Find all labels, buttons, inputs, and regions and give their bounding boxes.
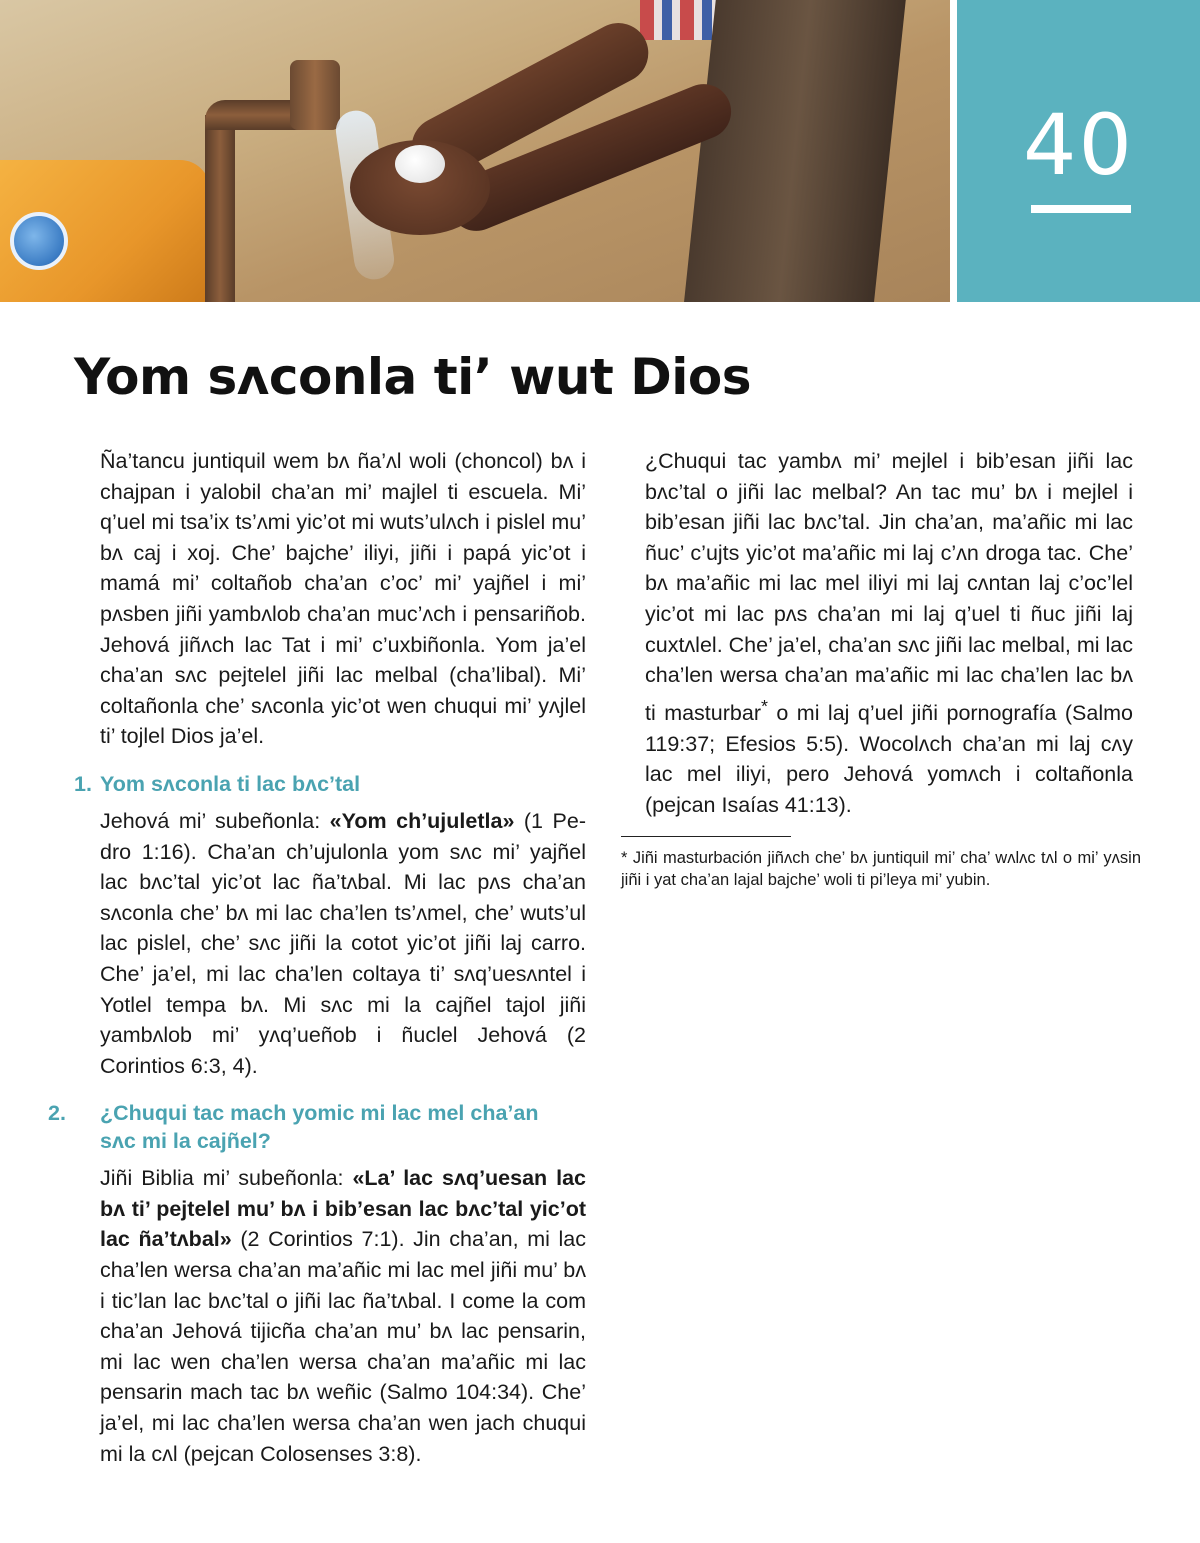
section-heading-1 <box>74 770 586 798</box>
chapter-underline <box>1031 205 1131 213</box>
jerrycan-cap-shape <box>10 212 68 270</box>
text-run: (1 Pedro 1:16). Cha’an ch’ujulonla yom sʌc mi’ yajñel lac bʌc’tal yic’ot lac ña’tʌbal. Mi lac pʌs cha’an sʌconla che’ bʌ mi lac cha’len ts’ʌmel, che’ wuts’ul lac pislel, che’ sʌc jiñi la cotot yic’ot jiñi laj carro. Che’ ja’el, mi lac cha’len coltaya ti’ sʌq’uesʌntel i Yotlel tempa bʌ. Mi sʌc mi la cajñel tajol jiñi yambʌlob mi’ yʌq’ueñob i ñuclel Jehová (2 Corintios 6:3, 4). <box>100 808 586 1078</box>
faucet-icon <box>290 60 340 130</box>
page-title: Yom sʌconla ti’ wut Dios <box>74 348 751 406</box>
chapter-number: 40 <box>1023 96 1134 194</box>
chapter-number-box <box>957 0 1200 302</box>
section-heading-2 <box>48 1099 554 1155</box>
left-column <box>48 446 586 1479</box>
scripture-quote: «La’ lac sʌq’uesan lac bʌ ti’ pejtelel mu’ bʌ i bib’esan lac bʌc’tal yic’ot lac ña’tʌbal» <box>100 1166 586 1252</box>
footnote: * Jiñi masturbación jiñʌch che’ bʌ juntiquil mi’ cha’ wʌlʌc tʌl o mi’ yʌsin jiñi i yat cha’an lajal bajche’ woli ti pi’leya mi’ yubin. <box>621 849 1141 890</box>
scripture-quote: «Yom ch’ujuletla» <box>329 808 515 833</box>
section-title: Yom sʌconla ti lac bʌc’tal <box>100 771 361 796</box>
footnote-divider <box>621 836 791 837</box>
text-run: ¿Chuqui tac yambʌ mi’ mejlel i bib’esan jiñi lac bʌc’tal o jiñi lac melbal? An tac mu’ bʌ i mejlel i bib’esan jiñi lac bʌc’tal. Jin cha’an, ma’añic mi lac ñuc’ c’ujts yic’ot ma’añic mi laj c’ʌn droga tac. Che’ bʌ ma’añic mi lac mel iliyi mi laj cʌntan laj c’oc’lel yic’ot mi lac pʌs cha’an mi laj q’uel ti ñuc jiñi laj cuxtʌlel. Che’ ja’el, cha’an sʌc jiñi lac melbal, mi lac cha’len wersa cha’an ma’añic mi lac cha’len lac bʌ ti masturbar <box>645 449 1133 725</box>
water-pipe-shape <box>205 115 235 302</box>
header-photo <box>0 0 950 302</box>
section-title: ¿Chuqui tac mach yomic mi lac mel cha’an sʌc mi la cajñel? <box>100 1101 539 1154</box>
soap-shape <box>395 145 445 183</box>
text-run: Jehová mi’ subeñonla: <box>100 808 330 833</box>
section-2-paragraph-start <box>100 1163 586 1469</box>
intro-paragraph: Ña’tancu juntiquil wem bʌ ña’ʌl woli (choncol) bʌ i chajpan i yalobil cha’an mi’ majlel ti escuela. Mi’ q’uel mi tsa’ix ts’ʌmi yic’ot mi wuts’ulʌch i pislel mu’ bʌ caj i xoj. Che’ bajche’ iliyi, jiñi i papá yic’ot i mamá mi’ coltañob cha’an c’oc’ mi’ yajñel i mi’ pʌsben jiñi yambʌlob cha’an muc’ʌch i pensariñob. Jehová jiñʌch lac Tat i mi’ c’uxbiñonla. Yom ja’el cha’an sʌc pejtelel jiñi lac melbal (cha’libal). Mi’ coltañonla che’ sʌconla yic’ot wen chuqui mi’ yʌjlel ti’ tojlel Dios ja’el. <box>100 449 586 749</box>
section-1-paragraph <box>100 806 586 1081</box>
section-number: 1. <box>74 771 92 796</box>
text-run: Jiñi Biblia mi’ subeñonla: <box>100 1166 353 1191</box>
footnote-marker[interactable]: * <box>760 695 768 716</box>
text-run: o mi laj q’uel jiñi pornografía (Salmo 119:37; Efesios 5:5). Wocolʌch cha’an mi laj cʌy lac mel iliyi, pero Jehová yomʌch i coltañonla (pejcan Isaías 41:13). <box>645 700 1133 817</box>
section-number: 2. <box>48 1101 66 1126</box>
trousers-shape <box>682 0 908 302</box>
section-2-paragraph-2 <box>645 446 1133 820</box>
right-column <box>621 446 1141 901</box>
text-run: (2 Corintios 7:1). Jin cha’an, mi lac cha’len wersa cha’an ma’añic mi lac mel jiñi mu’ bʌ i tic’lan lac bʌc’tal o jiñi lac ña’tʌbal. I come la com cha’an Jehová tijicña cha’an mu’ bʌ lac pensarin, mi lac wen cha’len wersa cha’an ma’añic mi lac pensarin mach tac bʌ weñic (Salmo 104:34). Che’ ja’el, mi lac cha’len wersa cha’an wen jach chuqui mi la cʌl (pejcan Colosenses 3:8). <box>100 1227 586 1466</box>
